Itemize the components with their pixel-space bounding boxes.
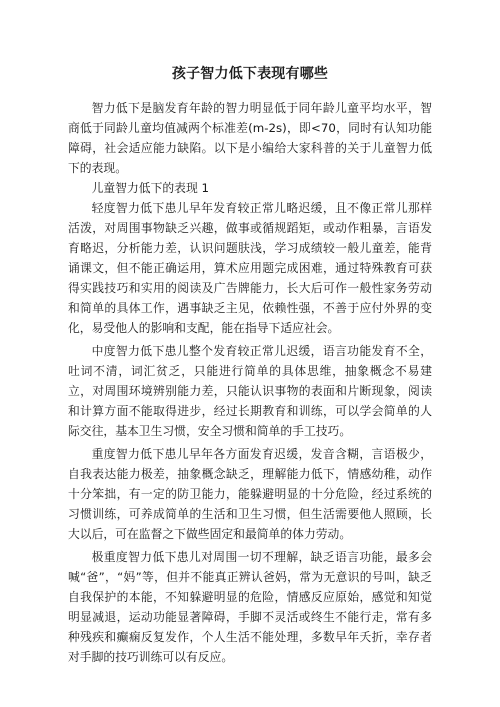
paragraph-mild: 轻度智力低下患儿早年发育较正常儿略迟缓，且不像正常儿那样活泼，对周围事物缺乏兴趣，做事或循规蹈矩，或动作粗暴，言语发育略迟，分析能力差，认识问题肤浅，学习成绩较一般儿童差，能背诵课文，但不能正确运用，算术应用题完成困难，通过特殊教育可获得实践技巧和实用的阅读及广告牌能力，长大后可作一般性家务劳动和简单的具体工作，遇事缺乏主见，依赖性强，不善于应付外界的变化，易受他人的影响和支配，能在指导下适应社会。: [68, 201, 432, 335]
paragraph-severe: 重度智力低下患儿早年各方面发育迟缓，发音含糊，言语极少，自我表达能力极差，抽象概念缺乏，理解能力低下，情感幼稚，动作十分笨拙，有一定的防卫能力，能躲避明显的十分危险，经过系统的习惯训练，可养成简单的生活和卫生习惯，但生活需要他人照顾，长大以后，可在监督之下做些固定和最简单的体力劳动。: [68, 447, 432, 541]
paragraph-moderate: 中度智力低下患儿整个发育较正常儿迟缓，语言功能发育不全，吐词不清，词汇贫乏，只能进行简单的具体思维，抽象概念不易建立，对周围环境辨别能力差，只能认识事物的表面和片断现象，阅读和计算方面不能取得进步，经过长期教育和训练，可以学会简单的人际交往，基本卫生习惯，安全习惯和简单的手工技巧。: [68, 344, 432, 438]
intro-paragraph: 智力低下是脑发育年龄的智力明显低于同年龄儿童平均水平，智商低于同龄儿童均值减两个标准差(m-2s)，即<70，同时有认知功能障碍，社会适应能力缺陷。以下是小编给大家科普的关于儿童智力低下的表现。: [68, 101, 432, 175]
paragraph-profound: 极重度智力低下患儿对周围一切不理解，缺乏语言功能，最多会喊“爸”，“妈”等，但并不能真正辨认爸妈，常为无意识的号叫，缺乏自我保护的本能，不知躲避明显的危险，情感反应原始，感觉和知觉明显减退，运动功能显著障碍，手脚不灵活或终生不能行走，常有多种残疾和癫痫反复发作，个人生活不能处理，多数早年夭折，幸存者对手脚的技巧训练可以有反应。: [68, 550, 432, 664]
section-heading: 儿童智力低下的表现 1: [91, 181, 210, 195]
document-title: 孩子智力低下表现有哪些: [171, 66, 329, 82]
